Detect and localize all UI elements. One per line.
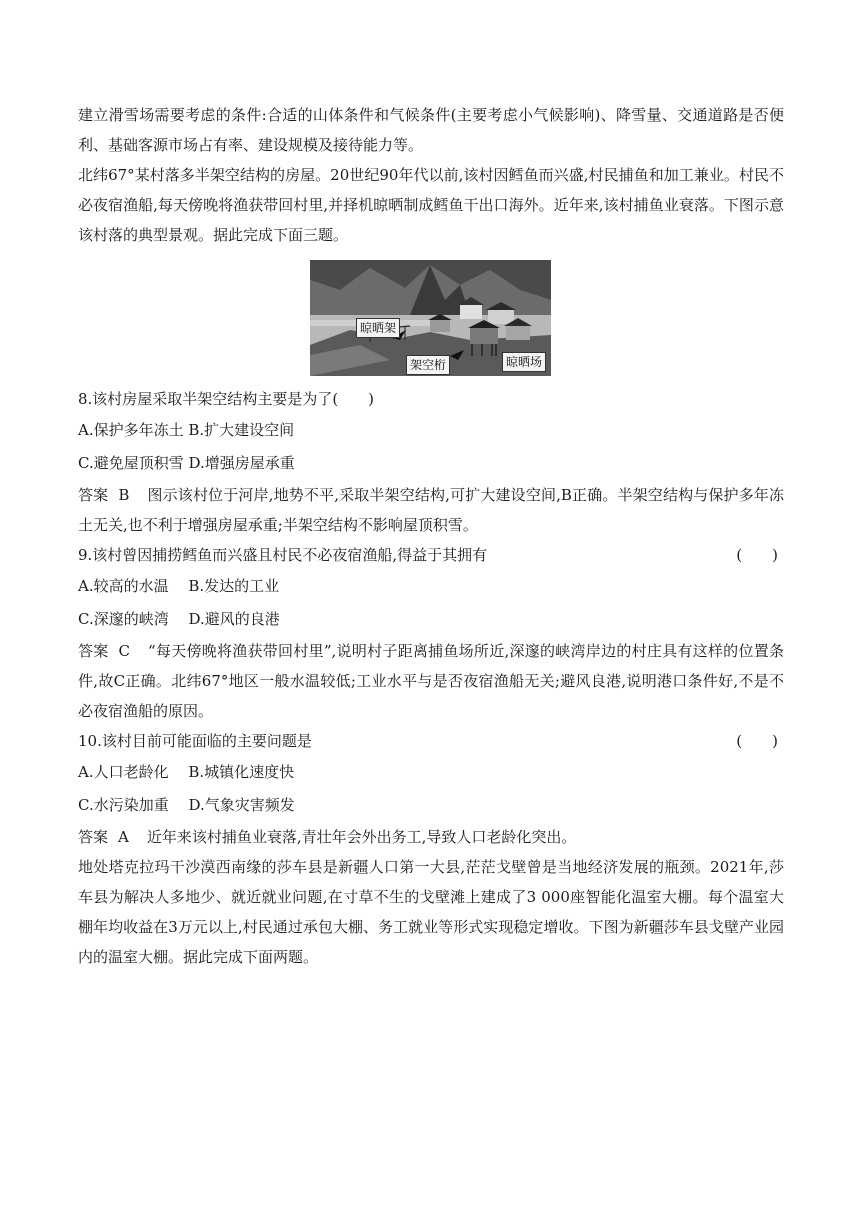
question-9-paren: ( ) [736, 546, 778, 564]
ski-resort-paragraph: 建立滑雪场需要考虑的条件:合适的山体条件和气候条件(主要考虑小气候影响)、降雪量、交通道路是否便利、基础客源市场占有率、建设规模及接待能力等。 [78, 106, 784, 154]
answer-label: 答案 [78, 486, 109, 504]
question-10-stem-text: 10.该村目前可能面临的主要问题是 [78, 732, 312, 750]
question-10-options-row-2: C.水污染加重 D.气象灾害频发 [78, 796, 295, 814]
question-9-options-row-2: C.深邃的峡湾 D.避风的良港 [78, 610, 280, 628]
question-8-stem [78, 384, 784, 414]
question-10 [78, 726, 784, 852]
question-9-options-row-1: A.较高的水温 B.发达的工业 [78, 577, 280, 595]
drying-rack-label: 晾晒架 [356, 318, 400, 338]
village-landscape-photo [310, 260, 551, 376]
question-8-options-row-2: C.避免屋顶积雪 D.增强房屋承重 [78, 454, 295, 472]
answer-key: C [118, 642, 131, 660]
question-10-options-row-1: A.人口老龄化 B.城镇化速度快 [78, 763, 295, 781]
question-10-stem [78, 726, 784, 756]
question-9-answer [78, 636, 784, 726]
answer-label: 答案 [78, 642, 109, 660]
answer-explanation: “每天傍晚将渔获带回村里”,说明村子距离捕鱼场所近,深邃的峡湾岸边的村庄具有这样的位置条件,故C正确。北纬67°地区一般水温较低;工业水平与是否夜宿渔船无关;避风良港,说明港口条件好,不是不必夜宿渔船的原因。 [78, 642, 784, 720]
answer-explanation: 图示该村位于河岸,地势不平,采取半架空结构,可扩大建设空间,B正确。半架空结构与保护多年冻土无关,也不利于增强房屋承重;半架空结构不影响屋顶积雪。 [78, 486, 784, 534]
question-8-stem-text: 8.该村房屋采取半架空结构主要是为了( ) [78, 390, 375, 408]
village-passage: 北纬67°某村落多半架空结构的房屋。20世纪90年代以前,该村因鳕鱼而兴盛,村民捕鱼和加工兼业。村民不必夜宿渔船,每天傍晚将渔获带回村里,并择机晾晒制成鳕鱼干出口海外。近年来,该村捕鱼业衰落。下图示意该村落的典型景观。据此完成下面三题。 [78, 166, 784, 244]
question-10-paren: ( ) [736, 732, 778, 750]
answer-label: 答案 [78, 828, 109, 846]
question-9 [78, 540, 784, 726]
question-8 [78, 384, 784, 540]
shache-passage: 地处塔克拉玛干沙漠西南缘的莎车县是新疆人口第一大县,茫茫戈壁曾是当地经济发展的瓶颈。2021年,莎车县为解决人多地少、就近就业问题,在寸草不生的戈壁滩上建成了3 000座智能化温室大棚。每个温室大棚年均收益在3万元以上,村民通过承包大棚、务工就业等形式实现稳定增收。下图为新疆莎车县戈壁产业园内的温室大棚。据此完成下面两题。 [78, 858, 784, 966]
question-10-answer [78, 822, 784, 852]
question-8-options-row-1: A.保护多年冻土 B.扩大建设空间 [78, 421, 295, 439]
question-8-answer [78, 480, 784, 540]
answer-key: B [118, 486, 130, 504]
document-page [78, 100, 784, 972]
answer-key: A [118, 828, 129, 846]
drying-field-label: 晾晒场 [502, 352, 546, 372]
question-9-stem [78, 540, 784, 570]
question-9-stem-text: 9.该村曾因捕捞鳕鱼而兴盛且村民不必夜宿渔船,得益于其拥有 [78, 546, 488, 564]
answer-explanation: 近年来该村捕鱼业衰落,青壮年会外出务工,导致人口老龄化突出。 [146, 828, 577, 846]
stilt-frame-label: 架空桁 [406, 355, 450, 375]
